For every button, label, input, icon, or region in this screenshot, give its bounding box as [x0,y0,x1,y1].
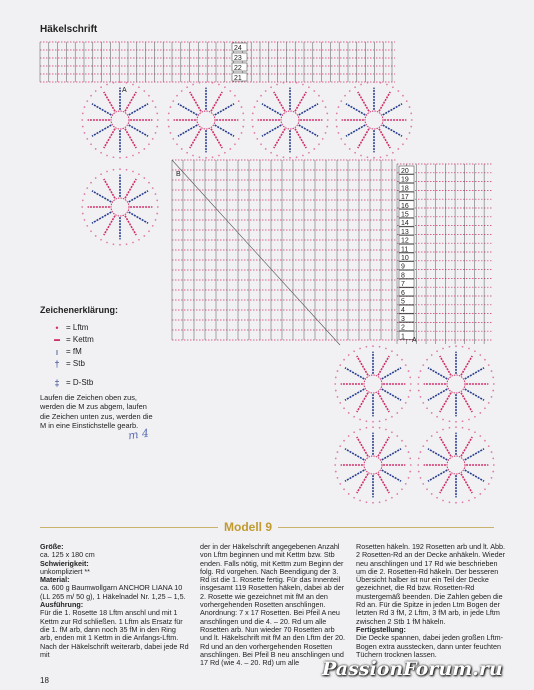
legend-item [48,378,140,387]
row-number-right-label: 5 [401,298,405,306]
row-number-right-label: 3 [401,315,405,323]
legend-item [48,359,140,368]
legend-heading: Zeichenerklärung: [40,305,119,315]
instructions-column-3 [356,543,506,659]
double-crochet-symbol-icon: † [54,358,60,369]
row-number-right-label: 11 [401,246,409,254]
rosette [334,426,411,503]
legend [40,305,140,390]
row-number-right-label: 10 [401,255,409,262]
instructions-column-1 [40,543,190,659]
rosette [81,81,158,158]
heading-execution: Ausführung: [40,600,84,610]
row-number-top-label: 22 [234,65,242,72]
heading-finishing: Fertigstellung: [356,624,406,634]
handwritten-note: m 4 [127,426,150,443]
dot-symbol-icon: • [55,322,59,333]
single-crochet-symbol-icon: ı [55,346,59,357]
rosette [251,81,328,158]
rosette [334,345,411,422]
row-number-right-label: 13 [401,228,409,236]
page-title: Häkelschrift [40,24,98,35]
material-value: ca. 600 g Baumwollgarn ANCHOR LIANA 10 (LL 265 m/ 50 g), 1 Häkelnadel Nr. 1,25 – 1,5. [40,583,186,601]
legend-item [48,323,140,332]
legend-item [48,347,140,356]
execution-end: Rosetten häkeln. 192 Rosetten arb und lt. Abb. 2 Rosetten-Rd an der Decke anhäkeln. Wieder neu anschlingen und 17 Rd wie beschrieben um die 2. Rosetten-Rd häkeln. Der besseren Übersicht halber ist nur ein Teil der Decke gezeichnet, die Rd bzw. Rosetten-Rd mustergemäß beenden. Die Zahlen geben die Rd an. Für die Spitze in jeden Ltm Bogen der letzten Rd 3 fM, 2 Lftm, 3 fM arb, in jede Lftm zwischen 2 Stb 1 fM häkeln. [356,542,506,626]
row-number-right-label: 14 [401,220,409,228]
legend-label: = Lftm [66,323,89,332]
legend-label: = Stb [66,359,85,368]
row-number-right-label: 17 [401,194,409,202]
row-number-right-label: 2 [401,324,405,332]
row-number-right-label: 12 [401,237,409,245]
row-number-right-label: 6 [401,289,405,297]
finishing-text: Die Decke spannen, dabei jeden großen Lftm-Bogen extra ausstecken, dann unter feuchten Tüchern trocknen lassen. [356,633,504,659]
site-watermark: PassionForum.ru [322,658,503,680]
row-number-top-label: 21 [234,75,242,82]
row-number-top-label: 24 [234,45,242,52]
heading-size: Größe: [40,542,64,551]
marker-a: A [122,87,127,94]
row-number-right-label: 8 [401,272,405,280]
execution-text: Für die 1. Rosette 18 Lftm anschl und mit 1 Kettm zur Rd schließen. 1 Lftm als Ersatz für die 1. fM arb, dann noch 35 fM in den Ring arb, enden mit 1 Kettm in die Anfangs-Lftm. Nach der Häkelschrift weiterarb, dabei jede Rd mit [40,608,189,659]
rosette [167,81,244,158]
row-number-right-label: 15 [401,211,409,219]
rosette [417,426,494,503]
rosette [81,168,158,245]
row-number-right-label: 4 [401,307,405,315]
execution-continued: der in der Häkelschrift angegebenen Anzahl von Lftm beginnen und mit Kettm bzw. Stb enden. Falls nötig, mit Kettm zum Beginn der folg. Rd vorgehen. Nach Beendigung der 3. Rd ist die 1. Rosette fertig. Für das Innenteil insgesamt 119 Rosetten häkeln, dabei ab der 2. Rosette wie gezeichnet mit fM an den vorhergehenden Rosetten anschlingen. Anordnung: 7 x 17 Rosetten. Bei Pfeil A neu anschlingen und die 4. – 20. Rd um alle Rosetten arb. Nun wieder 70 Rosetten arb und lt. Häkelschrift mit fM an den Lftm der 20. Rd und an den vorhergehenden Rosetten anschlingen. Bei Pfeil B neu anschlingen und 17 Rd (wie 4. – 20. Rd) um alle [200,542,346,668]
row-number-right-label: 18 [401,185,409,193]
legend-note: Laufen die Zeichen oben zus, werden die M zus abgem, laufen die Zeichen unten zus, werden die M in eine Einstichstelle gearb. [40,393,153,431]
row-number-right-label: 1 [401,333,405,341]
heading-difficulty: Schwierigkeit: [40,558,89,568]
rosette [417,345,494,422]
row-number-right-label: 7 [401,281,405,289]
legend-label: = fM [66,347,82,356]
rosette [335,81,412,158]
top-grid-band [40,42,395,82]
row-number-right-label: 19 [401,176,409,184]
size-value: ca. 125 x 180 cm [40,550,95,560]
row-number-right-label: 16 [401,202,409,210]
difficulty-value: unkompliziert ** [40,566,90,576]
heading-material: Material: [40,575,70,585]
row-number-right-label: 20 [401,168,409,175]
marker-a-inner: A [412,337,417,344]
treble-crochet-symbol-icon: ‡ [54,377,60,388]
legend-label: = Kettm [66,335,94,344]
instructions-column-2 [200,543,348,667]
inner-grid [172,160,397,340]
row-number-top-label: 23 [234,55,242,62]
slip-stitch-symbol-icon: ▬ [54,336,60,343]
legend-label: = D-Stb [66,378,94,387]
model-banner [0,518,534,538]
page-number: 18 [40,676,49,685]
model-label: Modell 9 [218,520,278,534]
marker-b: B [176,171,181,178]
row-number-right-label: 9 [401,263,405,271]
legend-item [48,335,140,344]
